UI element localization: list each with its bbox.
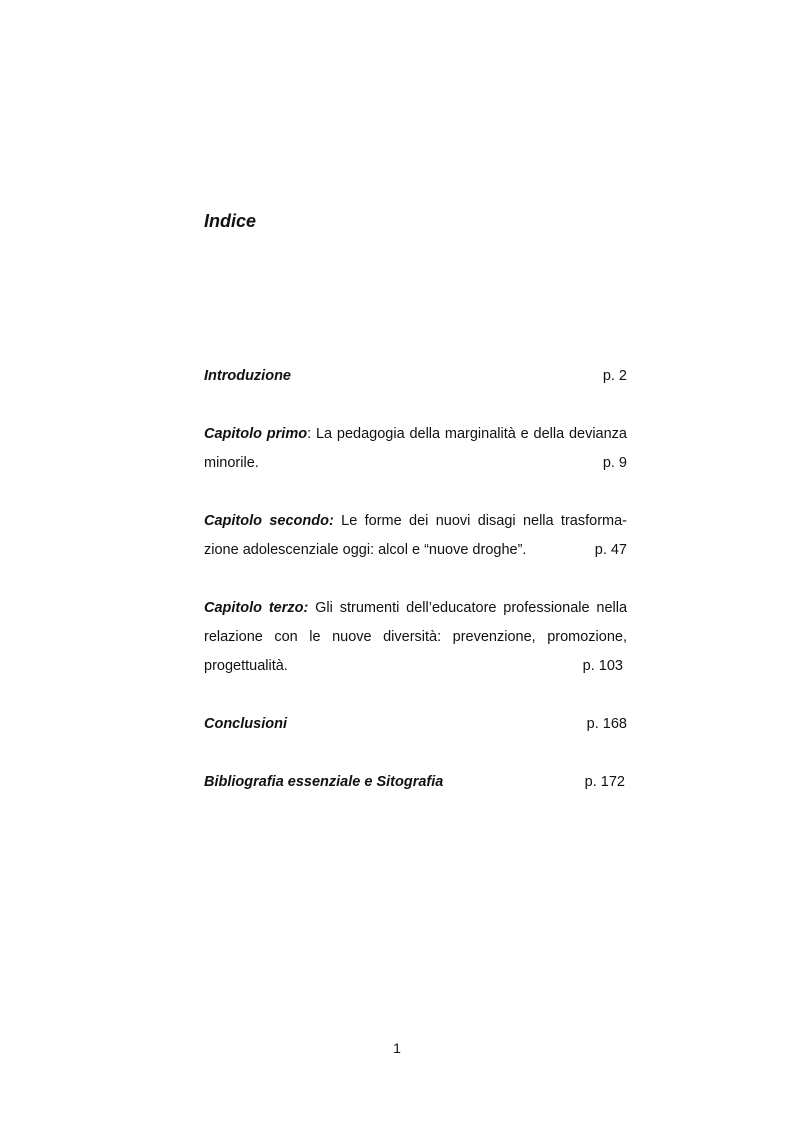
toc-page-ref: p. 9: [602, 455, 627, 471]
toc-text: Le forme dei nuovi disagi nella trasforma-: [341, 513, 627, 529]
toc-page-ref: p. 47: [594, 542, 627, 558]
page-title: Indice: [204, 211, 257, 231]
toc-entry-capitolo-primo[interactable]: [204, 420, 627, 478]
toc-heading: Capitolo terzo:: [204, 600, 309, 616]
toc-heading: Introduzione: [204, 368, 291, 384]
toc-text: relazione con le nuove diversità: prevenzione, promozione,: [204, 629, 627, 645]
toc-heading: Conclusioni: [204, 716, 287, 732]
toc-heading: Capitolo secondo: [204, 513, 329, 529]
toc-text: Gli strumenti dell’educatore professionale nella: [315, 600, 628, 616]
toc-entry-introduzione[interactable]: [204, 362, 627, 391]
toc-separator: :: [328, 513, 334, 529]
toc-page-ref: p. 168: [586, 716, 627, 732]
table-of-contents: [204, 362, 627, 797]
toc-text: zione adolescenziale oggi: alcol e “nuove droghe”.: [204, 542, 527, 558]
toc-entry-conclusioni[interactable]: [204, 710, 627, 739]
toc-page-ref: p. 2: [602, 368, 627, 384]
toc-text: progettualità.: [204, 658, 288, 674]
toc-text: La pedagogia della marginalità e della devianza: [315, 426, 627, 442]
toc-heading: Capitolo primo: [204, 426, 308, 442]
toc-heading: Bibliografia essenziale e Sitografia: [204, 774, 444, 790]
toc-entry-capitolo-secondo[interactable]: [204, 507, 627, 565]
toc-entry-bibliografia[interactable]: [204, 768, 627, 797]
toc-page-ref: p. 172: [584, 774, 625, 790]
page-number: 1: [393, 1040, 401, 1056]
toc-entry-capitolo-terzo[interactable]: [204, 594, 627, 681]
toc-page-ref: p. 103: [582, 658, 623, 674]
toc-text: minorile.: [204, 455, 259, 471]
toc-separator: :: [307, 426, 312, 442]
